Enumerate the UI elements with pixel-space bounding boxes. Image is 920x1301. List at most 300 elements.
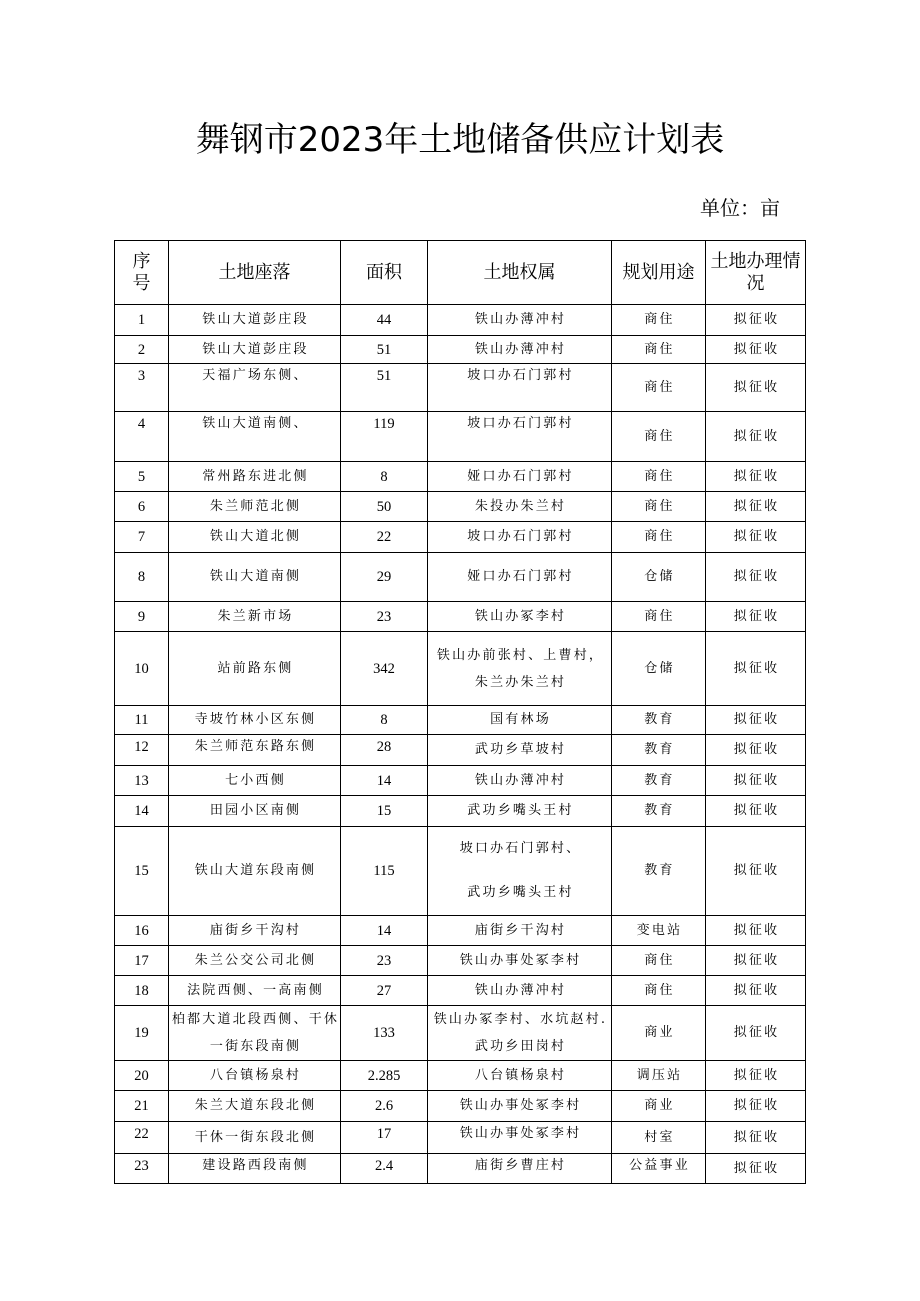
cell-text: 商业 — [644, 1098, 675, 1113]
cell-usage — [612, 364, 706, 412]
cell-text: 23 — [134, 1158, 149, 1174]
cell-usage — [612, 336, 706, 364]
header-no — [115, 241, 169, 305]
cell-text: 16 — [134, 922, 149, 939]
cell-no — [115, 827, 169, 916]
cell-ownership — [428, 1006, 612, 1061]
cell-text: 法院西侧、一高南侧 — [187, 982, 324, 998]
unit-label: 单位：亩 — [700, 196, 780, 220]
cell-location — [169, 462, 341, 492]
cell-ownership — [428, 766, 612, 796]
cell-status — [706, 553, 806, 602]
cell-text: 铁山办事处冢李村 — [459, 1098, 582, 1113]
cell-text: 拟征收 — [733, 772, 780, 788]
cell-ownership — [428, 602, 612, 632]
cell-text: 15 — [134, 863, 149, 879]
cell-area — [341, 412, 428, 462]
table-row — [115, 735, 806, 766]
cell-text: 铁山办前张村、上曹村， — [436, 647, 605, 663]
cell-text: 商住 — [644, 498, 675, 514]
cell-text: 仓储 — [644, 660, 675, 676]
cell-no — [115, 553, 169, 602]
table-row — [115, 364, 806, 412]
cell-text: 28 — [376, 739, 392, 755]
cell-area — [341, 1061, 428, 1091]
cell-text: 干休一街东段北侧 — [194, 1129, 317, 1145]
table-row — [115, 462, 806, 492]
cell-status — [706, 336, 806, 364]
cell-usage — [612, 1091, 706, 1122]
cell-ownership — [428, 364, 612, 412]
table-row — [115, 553, 806, 602]
cell-usage — [612, 492, 706, 522]
land-supply-table — [114, 240, 806, 1184]
cell-text: 14 — [376, 772, 392, 789]
cell-usage — [612, 796, 706, 827]
cell-text: 商住 — [644, 982, 675, 998]
cell-text: 商住 — [644, 529, 675, 544]
cell-area — [341, 735, 428, 766]
cell-area — [341, 916, 428, 946]
cell-text: 变电站 — [636, 922, 683, 938]
cell-usage — [612, 735, 706, 766]
cell-text: 拟征收 — [733, 468, 780, 484]
cell-no — [115, 1154, 169, 1184]
cell-text: 商住 — [644, 428, 675, 444]
cell-ownership — [428, 412, 612, 462]
cell-text: 朱兰大道东段北侧 — [194, 1098, 317, 1113]
cell-no — [115, 305, 169, 336]
cell-text: 133 — [373, 1025, 395, 1041]
cell-status — [706, 916, 806, 946]
cell-text: 教育 — [644, 863, 675, 878]
table-row — [115, 827, 806, 916]
cell-ownership — [428, 976, 612, 1006]
cell-text: 9 — [137, 608, 146, 625]
cell-location — [169, 1122, 341, 1154]
cell-text: 27 — [376, 982, 392, 999]
cell-text: 119 — [373, 416, 395, 432]
cell-text: 朱兰公交公司北侧 — [194, 952, 317, 968]
table-row — [115, 1154, 806, 1184]
cell-text: 商住 — [644, 379, 675, 395]
cell-status — [706, 1006, 806, 1061]
cell-text: 武功乡草坡村 — [474, 742, 567, 757]
cell-area — [341, 1006, 428, 1061]
cell-status — [706, 976, 806, 1006]
cell-ownership — [428, 632, 612, 706]
cell-location — [169, 916, 341, 946]
cell-area — [341, 492, 428, 522]
header-area: 面积 — [341, 241, 428, 305]
cell-text: 3 — [137, 368, 146, 384]
cell-no — [115, 336, 169, 364]
cell-usage — [612, 946, 706, 976]
cell-text: 庙街乡干沟村 — [209, 922, 302, 938]
cell-status — [706, 1061, 806, 1091]
cell-text: 8 — [380, 712, 388, 728]
cell-text: 拟征收 — [733, 1025, 780, 1040]
table-row — [115, 1122, 806, 1154]
cell-text: 八台镇杨泉村 — [209, 1067, 302, 1083]
cell-text: 2.285 — [367, 1067, 401, 1084]
cell-usage — [612, 522, 706, 553]
cell-text: 11 — [134, 712, 149, 728]
cell-status — [706, 706, 806, 735]
cell-usage — [612, 1122, 706, 1154]
cell-text: 拟征收 — [733, 742, 780, 757]
cell-text: 拟征收 — [733, 952, 780, 968]
cell-text: 寺坡竹林小区东侧 — [194, 712, 317, 727]
cell-status — [706, 412, 806, 462]
cell-usage — [612, 632, 706, 706]
cell-no — [115, 766, 169, 796]
header-ownership: 土地权属 — [428, 241, 612, 305]
cell-text: 调压站 — [636, 1067, 683, 1083]
cell-ownership — [428, 946, 612, 976]
cell-text: 拟征收 — [733, 712, 780, 727]
table-row — [115, 632, 806, 706]
cell-text: 23 — [376, 608, 392, 625]
cell-ownership — [428, 706, 612, 735]
table-row — [115, 706, 806, 735]
cell-text: 站前路东侧 — [217, 660, 294, 676]
cell-text: 铁山办冢李村、水坑赵村. — [433, 1012, 608, 1027]
cell-no — [115, 412, 169, 462]
cell-text: 50 — [376, 498, 392, 515]
cell-location — [169, 492, 341, 522]
cell-ownership — [428, 305, 612, 336]
cell-text: 商住 — [644, 341, 675, 357]
cell-text: 田园小区南侧 — [209, 803, 302, 818]
cell-no — [115, 522, 169, 553]
cell-text: 教育 — [644, 742, 675, 757]
table-body — [115, 305, 806, 1184]
cell-location — [169, 336, 341, 364]
cell-text: 22 — [134, 1126, 149, 1142]
cell-text: 铁山办事处冢李村 — [459, 952, 582, 968]
table-row — [115, 305, 806, 336]
cell-no — [115, 462, 169, 492]
cell-text: 朱兰新市场 — [217, 608, 294, 624]
cell-status — [706, 632, 806, 706]
cell-status — [706, 364, 806, 412]
cell-text: 拟征收 — [733, 428, 780, 444]
cell-text: 铁山大道彭庄段 — [202, 341, 309, 357]
cell-ownership — [428, 553, 612, 602]
cell-location — [169, 1006, 341, 1061]
cell-text: 建设路西段南侧 — [202, 1158, 309, 1173]
cell-status — [706, 1154, 806, 1184]
cell-text: 23 — [376, 952, 392, 969]
cell-ownership — [428, 916, 612, 946]
cell-text: 51 — [376, 341, 392, 358]
cell-text: 拟征收 — [733, 1129, 780, 1145]
cell-text: 7 — [137, 529, 146, 545]
cell-status — [706, 827, 806, 916]
cell-ownership — [428, 1154, 612, 1184]
cell-text: 拟征收 — [733, 803, 780, 818]
cell-text: 商住 — [644, 468, 675, 484]
table-row — [115, 1006, 806, 1061]
cell-area — [341, 1091, 428, 1122]
table-row — [115, 602, 806, 632]
cell-location — [169, 305, 341, 336]
table-row — [115, 916, 806, 946]
cell-location — [169, 827, 341, 916]
cell-usage — [612, 412, 706, 462]
cell-location — [169, 796, 341, 827]
cell-usage — [612, 1006, 706, 1061]
cell-area — [341, 632, 428, 706]
cell-text: 仓储 — [644, 569, 675, 584]
cell-text: 娅口办石门郭村 — [467, 468, 574, 484]
cell-ownership — [428, 1091, 612, 1122]
cell-text: 1 — [137, 312, 146, 328]
cell-status — [706, 766, 806, 796]
cell-area — [341, 766, 428, 796]
cell-text: 铁山办薄冲村 — [474, 312, 567, 327]
cell-text: 8 — [380, 468, 388, 485]
cell-text: 朱兰师范北侧 — [209, 498, 302, 514]
cell-text: 8 — [137, 569, 146, 585]
cell-text: 铁山办事处冢李村 — [459, 1126, 582, 1141]
cell-ownership — [428, 492, 612, 522]
cell-status — [706, 462, 806, 492]
cell-text: 2.4 — [374, 1158, 394, 1174]
cell-status — [706, 946, 806, 976]
cell-area — [341, 706, 428, 735]
cell-text: 115 — [373, 863, 395, 879]
cell-text: 4 — [137, 416, 146, 432]
cell-no — [115, 602, 169, 632]
cell-no — [115, 976, 169, 1006]
cell-text: 14 — [376, 922, 392, 939]
cell-text: 教育 — [644, 772, 675, 788]
cell-usage — [612, 976, 706, 1006]
cell-text: 武功乡田岗村 — [474, 1039, 567, 1054]
cell-usage — [612, 706, 706, 735]
cell-status — [706, 1122, 806, 1154]
cell-area — [341, 336, 428, 364]
header-usage: 规划用途 — [612, 241, 706, 305]
cell-location — [169, 1091, 341, 1122]
table-row — [115, 766, 806, 796]
cell-text: 铁山办薄冲村 — [474, 772, 567, 788]
cell-text: 朱兰办朱兰村 — [474, 674, 567, 690]
cell-text: 20 — [134, 1067, 149, 1084]
cell-text: 拟征收 — [733, 312, 780, 327]
cell-location — [169, 364, 341, 412]
cell-text: 19 — [134, 1025, 149, 1041]
table-row — [115, 1061, 806, 1091]
cell-text: 教育 — [644, 803, 675, 818]
cell-no — [115, 632, 169, 706]
cell-area — [341, 1122, 428, 1154]
cell-text: 21 — [134, 1098, 149, 1114]
cell-area — [341, 602, 428, 632]
cell-text: 铁山办冢李村 — [474, 608, 567, 624]
cell-text: 一街东段南侧 — [209, 1039, 302, 1054]
cell-location — [169, 522, 341, 553]
cell-text: 柏都大道北段西侧、干休 — [171, 1012, 340, 1027]
cell-text: 武功乡嘴头王村 — [467, 803, 574, 818]
cell-text: 拟征收 — [733, 379, 780, 395]
cell-text: 铁山大道南侧 — [209, 569, 302, 584]
cell-status — [706, 735, 806, 766]
cell-usage — [612, 305, 706, 336]
header-status: 土地办理情况 — [706, 241, 806, 305]
cell-area — [341, 305, 428, 336]
cell-text: 5 — [137, 468, 146, 485]
cell-text: 娅口办石门郭村 — [467, 569, 574, 584]
header-no-label: 序号 — [132, 250, 151, 294]
cell-location — [169, 1061, 341, 1091]
cell-status — [706, 602, 806, 632]
cell-usage — [612, 766, 706, 796]
cell-text: 拟征收 — [733, 608, 780, 624]
cell-text: 庙街乡干沟村 — [474, 922, 567, 938]
cell-text: 18 — [134, 982, 149, 999]
cell-text: 国有林场 — [490, 712, 551, 727]
cell-location — [169, 1154, 341, 1184]
cell-text: 坡口办石门郭村、 — [459, 841, 582, 856]
cell-text: 铁山办薄冲村 — [474, 341, 567, 357]
cell-text: 6 — [137, 498, 146, 515]
cell-area — [341, 522, 428, 553]
cell-text: 拟征收 — [733, 922, 780, 938]
cell-location — [169, 553, 341, 602]
table-row — [115, 412, 806, 462]
cell-ownership — [428, 462, 612, 492]
cell-text: 铁山大道北侧 — [209, 529, 302, 544]
cell-area — [341, 462, 428, 492]
cell-text: 拟征收 — [733, 982, 780, 998]
cell-no — [115, 735, 169, 766]
cell-ownership — [428, 735, 612, 766]
cell-area — [341, 946, 428, 976]
cell-no — [115, 916, 169, 946]
cell-usage — [612, 1061, 706, 1091]
cell-area — [341, 796, 428, 827]
cell-text: 村室 — [644, 1129, 675, 1145]
cell-area — [341, 976, 428, 1006]
cell-location — [169, 766, 341, 796]
cell-location — [169, 706, 341, 735]
cell-text: 2.6 — [374, 1098, 394, 1114]
cell-ownership — [428, 336, 612, 364]
cell-text: 拟征收 — [733, 1160, 780, 1176]
cell-area — [341, 827, 428, 916]
cell-text: 拟征收 — [733, 863, 780, 878]
cell-usage — [612, 1154, 706, 1184]
table-header-row — [115, 241, 806, 305]
cell-text: 44 — [376, 312, 392, 328]
cell-area — [341, 1154, 428, 1184]
cell-text: 庙街乡曹庄村 — [474, 1158, 567, 1173]
cell-text: 342 — [373, 660, 395, 677]
cell-usage — [612, 602, 706, 632]
table-row — [115, 976, 806, 1006]
cell-no — [115, 1091, 169, 1122]
cell-text: 朱投办朱兰村 — [474, 498, 567, 514]
cell-status — [706, 522, 806, 553]
cell-location — [169, 412, 341, 462]
cell-text: 商住 — [644, 952, 675, 968]
cell-usage — [612, 916, 706, 946]
cell-no — [115, 1061, 169, 1091]
cell-text: 拟征收 — [733, 1098, 780, 1113]
table-row — [115, 946, 806, 976]
cell-no — [115, 706, 169, 735]
cell-location — [169, 735, 341, 766]
cell-ownership — [428, 796, 612, 827]
cell-no — [115, 364, 169, 412]
cell-text: 商住 — [644, 608, 675, 624]
cell-text: 朱兰师范东路东侧 — [194, 739, 317, 754]
table-row — [115, 796, 806, 827]
cell-ownership — [428, 1122, 612, 1154]
cell-location — [169, 946, 341, 976]
cell-text: 15 — [376, 803, 392, 819]
cell-text: 教育 — [644, 712, 675, 727]
cell-text: 武功乡嘴头王村 — [467, 885, 574, 900]
cell-text: 常州路东进北侧 — [202, 468, 309, 484]
cell-text: 铁山办薄冲村 — [474, 982, 567, 998]
cell-location — [169, 632, 341, 706]
cell-status — [706, 492, 806, 522]
cell-text: 拟征收 — [733, 341, 780, 357]
cell-usage — [612, 462, 706, 492]
cell-ownership — [428, 827, 612, 916]
cell-text: 拟征收 — [733, 569, 780, 584]
cell-status — [706, 796, 806, 827]
cell-text: 八台镇杨泉村 — [474, 1067, 567, 1083]
page-title: 舞钢市2023年土地储备供应计划表 — [195, 120, 725, 160]
cell-text: 22 — [376, 529, 392, 545]
cell-ownership — [428, 522, 612, 553]
cell-text: 拟征收 — [733, 529, 780, 544]
cell-area — [341, 364, 428, 412]
cell-no — [115, 492, 169, 522]
table-row — [115, 522, 806, 553]
cell-status — [706, 1091, 806, 1122]
cell-text: 铁山大道南侧、 — [202, 416, 309, 431]
cell-text: 商业 — [644, 1025, 675, 1040]
table-row — [115, 336, 806, 364]
cell-text: 29 — [376, 569, 392, 585]
cell-location — [169, 976, 341, 1006]
cell-location — [169, 602, 341, 632]
cell-text: 51 — [376, 368, 392, 384]
cell-text: 17 — [376, 1126, 392, 1142]
cell-text: 12 — [134, 739, 149, 755]
cell-text: 七小西侧 — [225, 772, 286, 788]
cell-no — [115, 796, 169, 827]
cell-text: 坡口办石门郭村 — [467, 529, 574, 544]
cell-status — [706, 305, 806, 336]
cell-ownership — [428, 1061, 612, 1091]
cell-text: 17 — [134, 952, 149, 969]
cell-text: 坡口办石门郭村 — [467, 416, 574, 431]
cell-usage — [612, 553, 706, 602]
cell-text: 拟征收 — [733, 660, 780, 676]
cell-no — [115, 946, 169, 976]
cell-text: 铁山大道彭庄段 — [202, 312, 309, 327]
header-location: 土地座落 — [169, 241, 341, 305]
cell-text: 坡口办石门郭村 — [467, 368, 574, 383]
cell-text: 铁山大道东段南侧 — [194, 863, 317, 878]
